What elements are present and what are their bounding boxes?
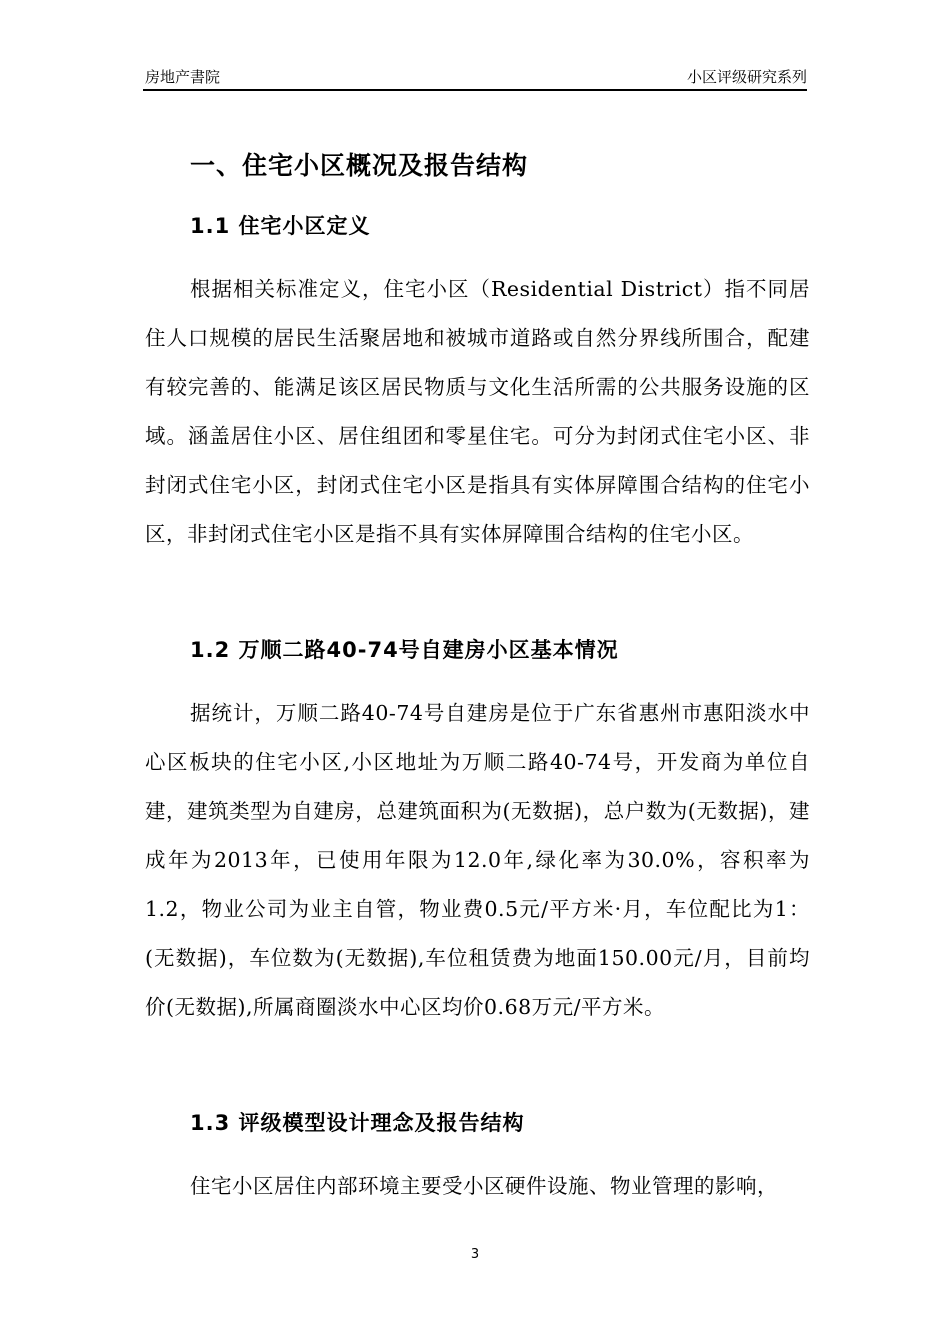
subsection-1-1-paragraph: 根据相关标准定义，住宅小区（Residential District）指不同居住人口规模的居民生活聚居地和被城市道路或自然分界线所围合，配建有较完善的、能满足该区居民物质与文化生活所需的公共服务设施的区域。涵盖居住小区、居住组团和零星住宅。可分为封闭式住宅小区、非封闭式住宅小区，封闭式住宅小区是指具有实体屏障围合结构的住宅小区，非封闭式住宅小区是指不具有实体屏障围合结构的住宅小区。 [145,277,810,546]
header-left-text: 房地产書院 [145,68,221,86]
page-number: 3 [470,1247,480,1262]
subsection-1-2-paragraph: 据统计，万顺二路40-74号自建房是位于广东省惠州市惠阳淡水中心区板块的住宅小区,小区地址为万顺二路40-74号，开发商为单位自建，建筑类型为自建房，总建筑面积为(无数据)，总户数为(无数据)，建成年为2013年，已使用年限为12.0年,绿化率为30.0%，容积率为1.2，物业公司为业主自管，物业费0.5元/平方米·月，车位配比为1：(无数据)，车位数为(无数据),车位租赁费为地面150.00元/月，目前均价(无数据),所属商圈淡水中心区均价0.68万元/平方米。 [145,701,810,1019]
subsection-1-1-title: 1.1 住宅小区定义 [190,214,371,238]
subsection-1-3-paragraph: 住宅小区居住内部环境主要受小区硬件设施、物业管理的影响， [190,1174,778,1198]
subsection-1-2-title: 1.2 万顺二路40-74号自建房小区基本情况 [190,638,619,662]
header-right-text: 小区评级研究系列 [686,68,807,86]
subsection-1-3-title: 1.3 评级模型设计理念及报告结构 [190,1111,525,1135]
section-title: 一、住宅小区概况及报告结构 [190,151,529,180]
header-rule [143,89,807,91]
